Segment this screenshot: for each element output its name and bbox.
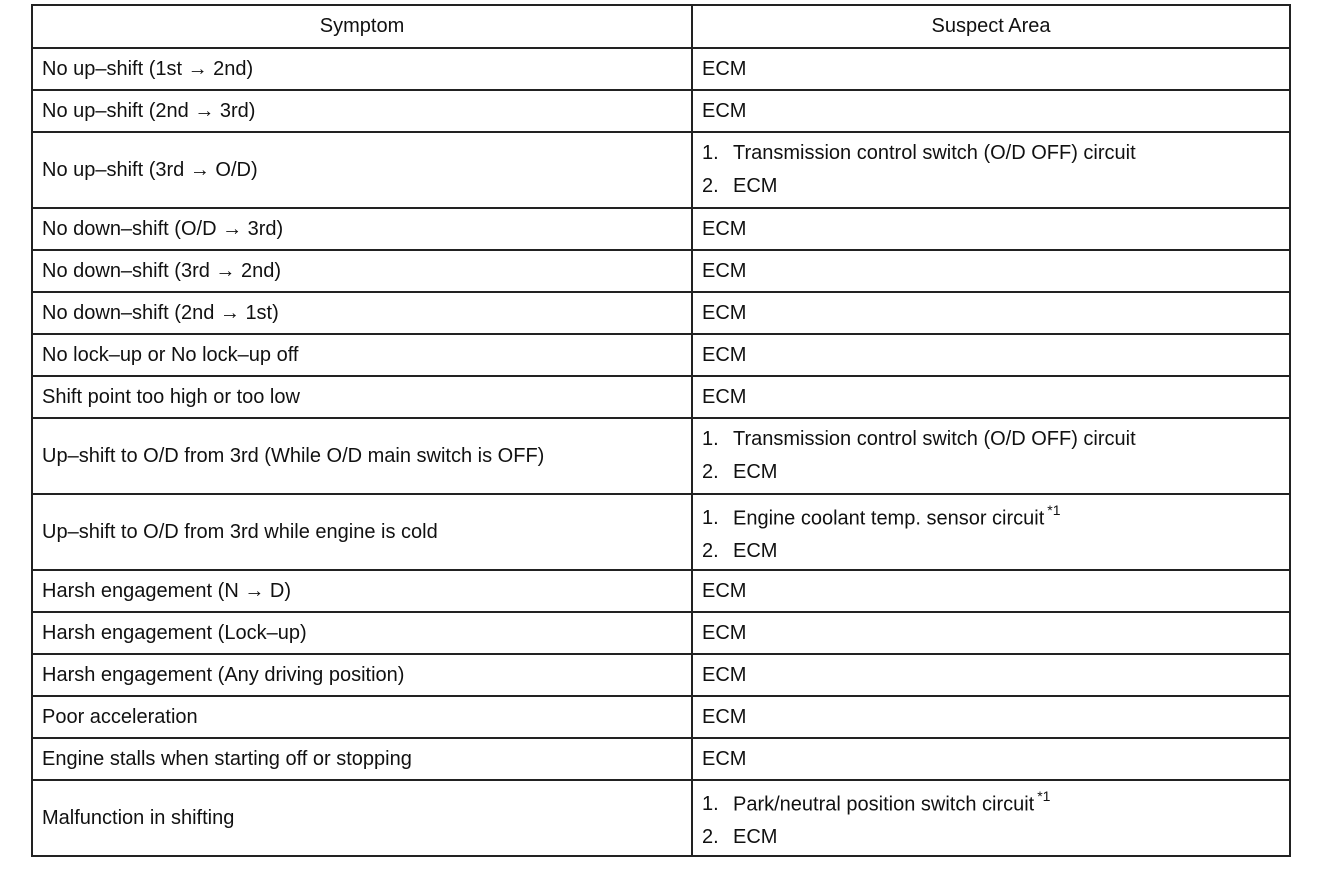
suspect-area-list [702, 496, 1289, 569]
table-row [32, 48, 1290, 90]
table-row [32, 570, 1290, 612]
symptom-cell: Shift point too high or too low [32, 376, 692, 418]
symptom-cell: Poor acceleration [32, 696, 692, 738]
suspect-area-list [702, 782, 1289, 855]
suspect-area-cell [692, 780, 1290, 856]
suspect-area-cell: ECM [692, 48, 1290, 90]
suspect-area-cell: ECM [692, 654, 1290, 696]
suspect-area-cell: ECM [692, 612, 1290, 654]
suspect-area-cell: ECM [692, 250, 1290, 292]
list-item-text: ECM [733, 540, 778, 563]
suspect-area-cell: ECM [692, 208, 1290, 250]
symptom-cell: Harsh engagement (N → D) [32, 570, 692, 612]
footnote-marker: *1 [1037, 787, 1051, 804]
list-item-text: Transmission control switch (O/D OFF) circuit [733, 142, 1136, 164]
suspect-area-cell: ECM [692, 570, 1290, 612]
table-row [32, 334, 1290, 376]
symptom-cell: Engine stalls when starting off or stopping [32, 738, 692, 780]
suspect-area-cell: ECM [692, 376, 1290, 418]
list-item-number: 2. [702, 540, 719, 563]
suspect-area-list-item [702, 535, 1289, 568]
table-row [32, 132, 1290, 208]
symptom-cell: Up–shift to O/D from 3rd (While O/D main switch is OFF) [32, 418, 692, 494]
table-row [32, 292, 1290, 334]
list-item-number: 1. [702, 142, 719, 164]
table-row [32, 418, 1290, 494]
symptom-cell: Malfunction in shifting [32, 780, 692, 856]
list-item-text: Park/neutral position switch circuit [733, 793, 1035, 816]
suspect-area-cell: ECM [692, 334, 1290, 376]
table-row [32, 90, 1290, 132]
symptom-cell: Harsh engagement (Lock–up) [32, 612, 692, 654]
symptom-cell: No down–shift (2nd → 1st) [32, 292, 692, 334]
table-row [32, 738, 1290, 780]
suspect-area-cell: ECM [692, 738, 1290, 780]
list-item-number: 1. [702, 507, 719, 530]
suspect-area-list-item [702, 456, 1289, 489]
symptom-table [31, 4, 1291, 857]
symptom-cell: No up–shift (1st → 2nd) [32, 48, 692, 90]
list-item-text: Transmission control switch (O/D OFF) circuit [733, 428, 1136, 450]
list-item-text: Engine coolant temp. sensor circuit [733, 507, 1045, 530]
list-item-text: ECM [733, 826, 778, 849]
suspect-area-list [702, 137, 1289, 203]
footnote-marker: *1 [1047, 501, 1061, 518]
list-item-number: 1. [702, 428, 719, 450]
list-item-number: 2. [702, 826, 719, 849]
table-row [32, 250, 1290, 292]
table-row [32, 494, 1290, 570]
suspect-area-list-item [702, 821, 1289, 854]
list-item-number: 1. [702, 793, 719, 816]
suspect-area-cell [692, 132, 1290, 208]
suspect-area-list [702, 423, 1289, 489]
list-item-number: 2. [702, 175, 719, 197]
suspect-area-cell [692, 418, 1290, 494]
table-row [32, 696, 1290, 738]
suspect-area-cell [692, 494, 1290, 570]
symptom-cell: No up–shift (3rd → O/D) [32, 132, 692, 208]
table-row [32, 780, 1290, 856]
symptom-cell: No down–shift (O/D → 3rd) [32, 208, 692, 250]
table-row [32, 612, 1290, 654]
header-symptom: Symptom [32, 5, 692, 48]
symptom-cell: Up–shift to O/D from 3rd while engine is cold [32, 494, 692, 570]
table-row [32, 654, 1290, 696]
symptom-cell: No down–shift (3rd → 2nd) [32, 250, 692, 292]
suspect-area-list-item [702, 782, 1289, 822]
symptom-cell: No lock–up or No lock–up off [32, 334, 692, 376]
suspect-area-cell: ECM [692, 90, 1290, 132]
list-item-text: ECM [733, 461, 778, 483]
suspect-area-cell: ECM [692, 696, 1290, 738]
suspect-area-list-item [702, 496, 1289, 536]
suspect-area-list-item [702, 423, 1289, 456]
table-row [32, 208, 1290, 250]
suspect-area-list-item [702, 170, 1289, 203]
list-item-number: 2. [702, 461, 719, 483]
symptom-cell: No up–shift (2nd → 3rd) [32, 90, 692, 132]
header-suspect-area: Suspect Area [692, 5, 1290, 48]
list-item-text: ECM [733, 175, 778, 197]
suspect-area-list-item [702, 137, 1289, 170]
header-row [32, 5, 1290, 48]
table-body [32, 48, 1290, 856]
symptom-cell: Harsh engagement (Any driving position) [32, 654, 692, 696]
suspect-area-cell: ECM [692, 292, 1290, 334]
table-row [32, 376, 1290, 418]
